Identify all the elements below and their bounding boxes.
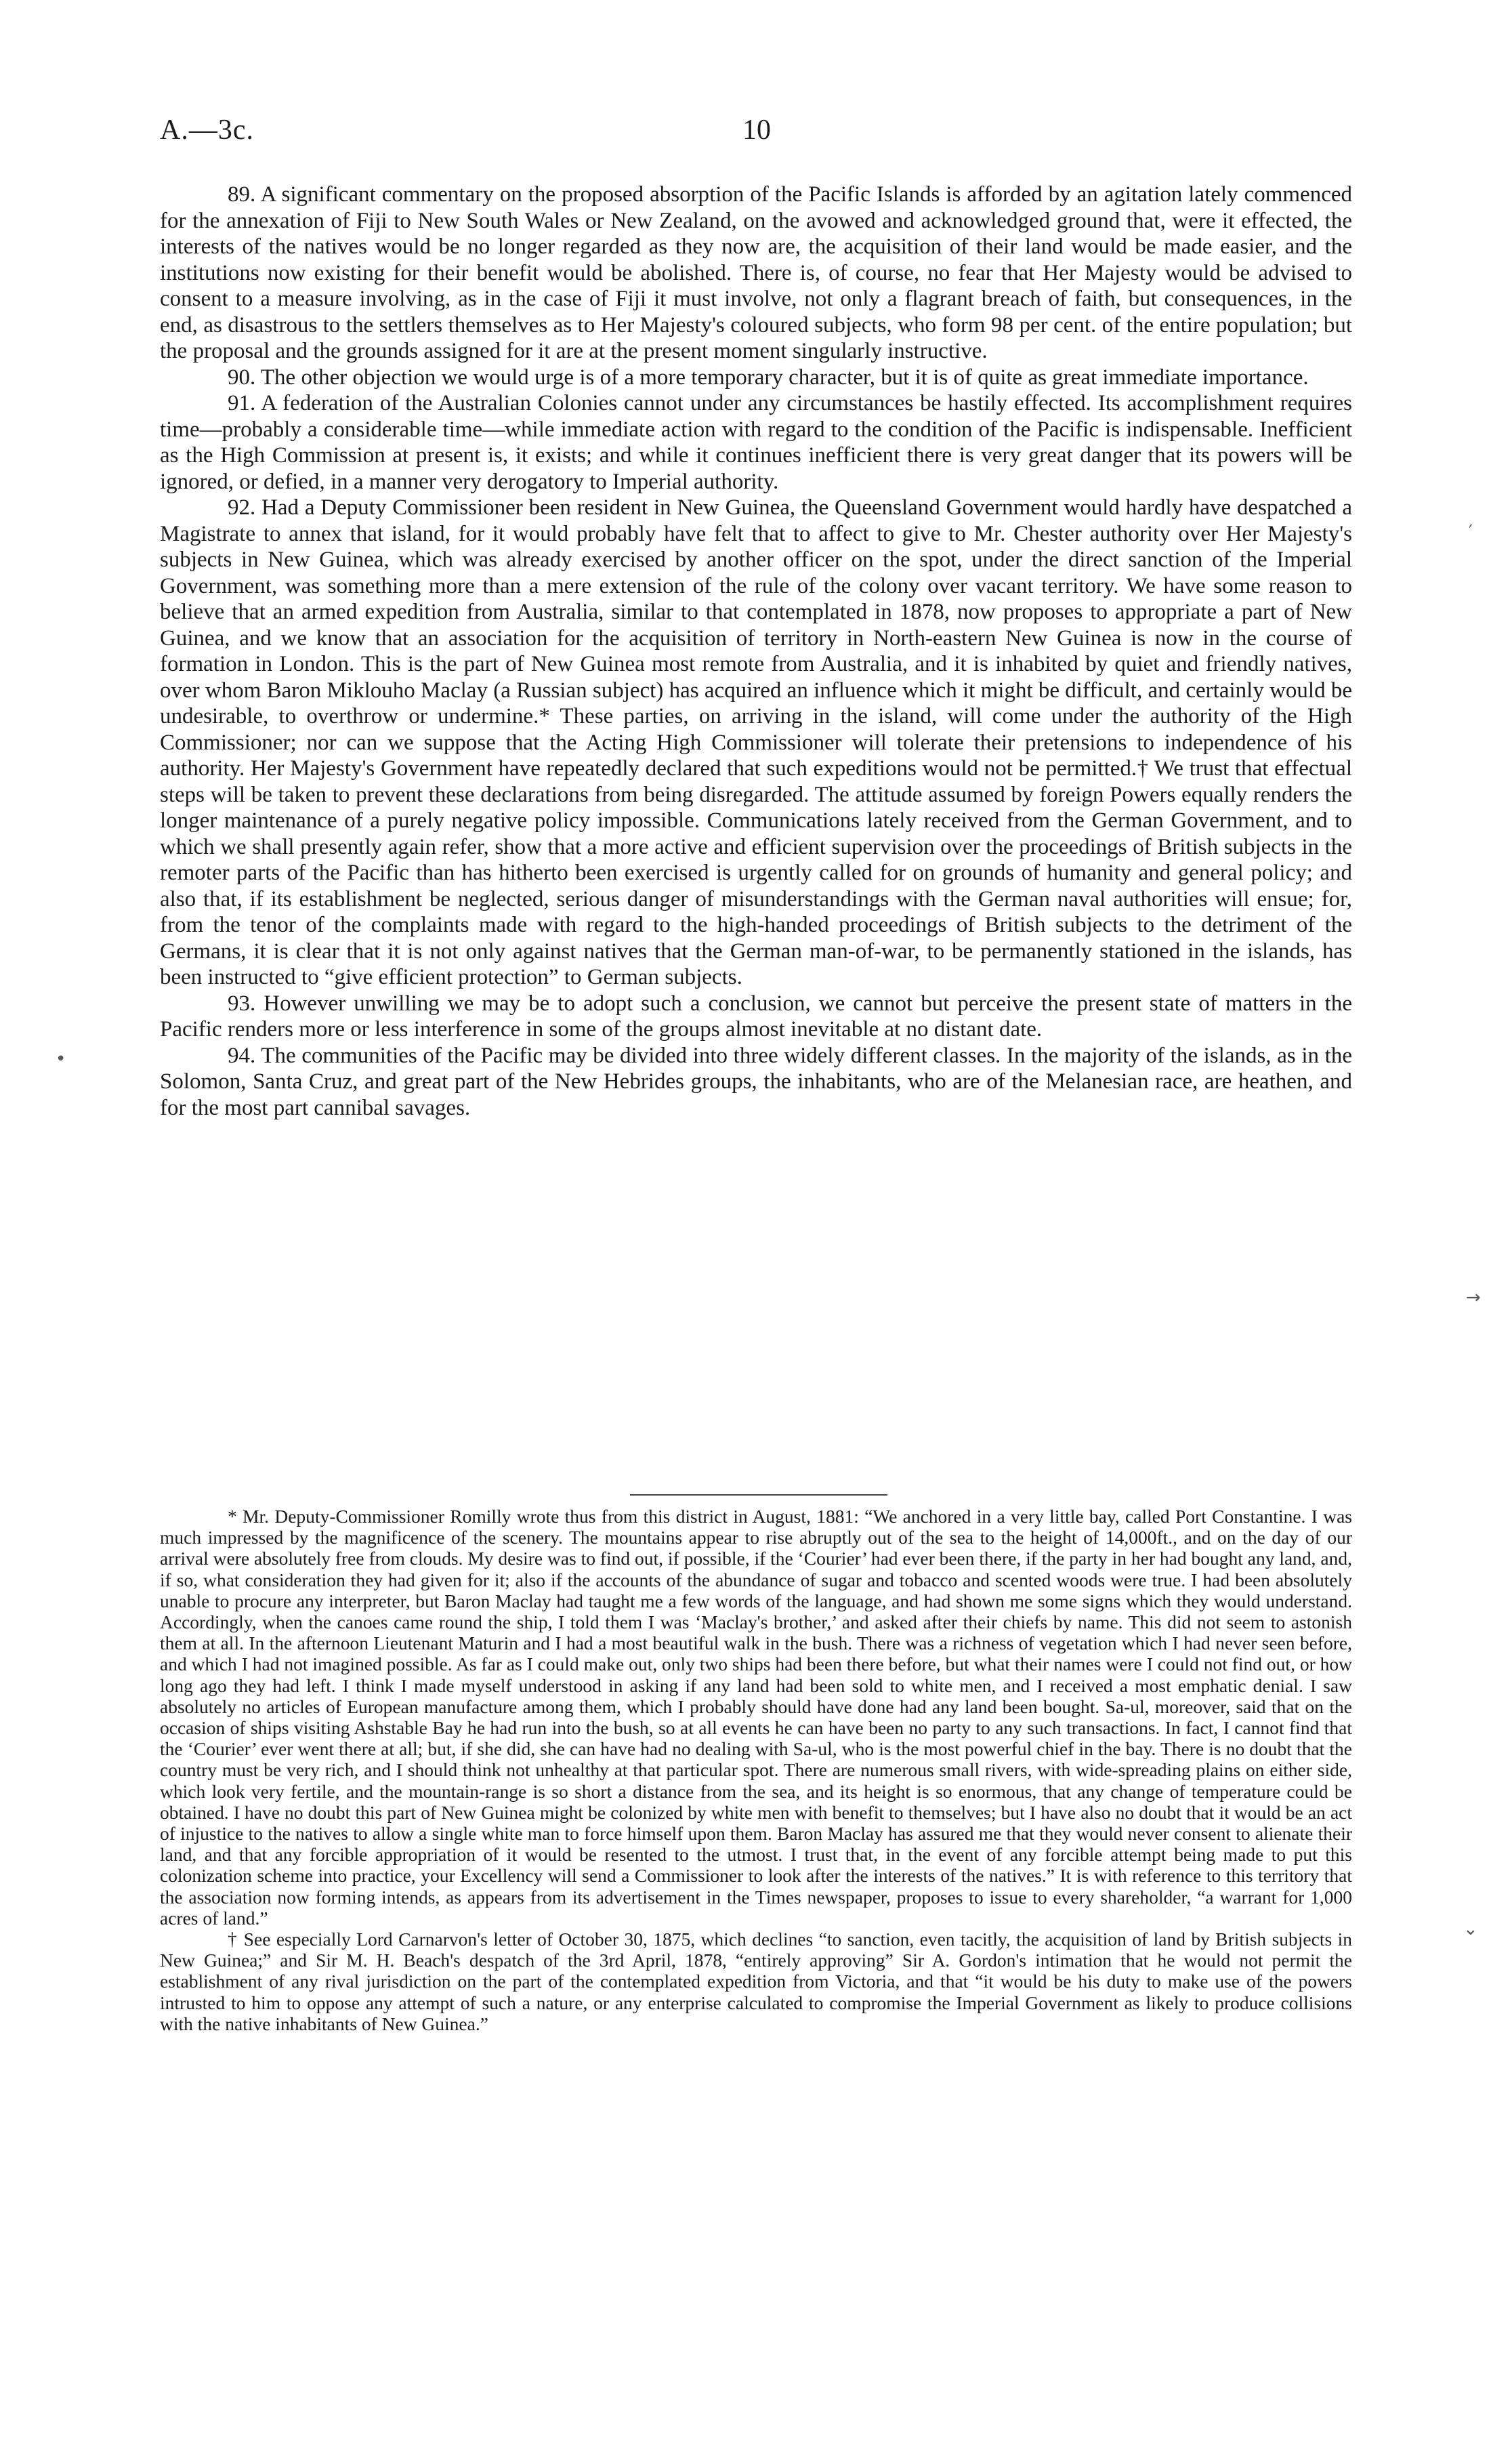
margin-caret-mark: ⌄ [1463,1919,1478,1939]
paragraph-94: 94. The communities of the Pacific may be divided into three widely different classes. In the majority of the islands, as in the Solomon, Santa Cruz, and great part of the New Hebrides groups, the inhabitants, who are of the Melanesian race, are heathen, and for the most part cannibal savages. [160,1043,1352,1120]
margin-tick-mark: ′ [1469,522,1473,542]
main-text [160,182,1352,1121]
paragraph-89: 89. A significant commentary on the proposed absorption of the Pacific Islands is afforded by an agitation lately commenced for the annexation of Fiji to New South Wales or New Zealand, on the avowed and acknowledged ground that, were it effected, the interests of the natives would be no longer regarded as they now are, the acquisition of their land would be made easier, and the institutions now existing for their benefit would be abolished. There is, of course, no fear that Her Majesty would be advised to consent to a measure involving, as in the case of Fiji it must involve, not only a flagrant breach of faith, but consequences, in the end, as disastrous to the settlers themselves as to Her Majesty's coloured subjects, who form 98 per cent. of the entire population; but the proposal and the grounds assigned for it are at the present moment singularly instructive. [160,182,1352,363]
paragraph-92: 92. Had a Deputy Commissioner been resident in New Guinea, the Queensland Government would hardly have despatched a Magistrate to annex that island, for it would probably have felt that to affect to give to Mr. Chester authority over Her Majesty's subjects in New Guinea, which was already exercised by another officer on the spot, under the direct sanction of the Imperial Government, was something more than a mere extension of the rule of the colony over vacant territory. We have some reason to believe that an armed expedition from Australia, similar to that contemplated in 1878, now proposes to appropriate a part of New Guinea, and we know that an association for the acquisition of territory in North-eastern New Guinea is now in the course of formation in London. This is the part of New Guinea most remote from Australia, and it is inhabited by quiet and friendly natives, over whom Baron Miklouho Maclay (a Russian subject) has acquired an influence which it might be difficult, and certainly would be undesirable, to overthrow or undermine.* These parties, on arriving in the island, will come under the authority of the High Commissioner; nor can we suppose that the Acting High Commissioner will tolerate their pretensions to independence of his authority. Her Majesty's Government have repeatedly declared that such expeditions would not be permitted.† We trust that effectual steps will be taken to prevent these declarations from being disregarded. The attitude assumed by foreign Powers equally renders the longer maintenance of a purely negative policy impossible. Communications lately received from the German Government, and to which we shall presently again refer, show that a more active and efficient supervision over the proceedings of British subjects in the remoter parts of the Pacific than has hitherto been exercised is urgently called for on grounds of humanity and general policy; and also that, if its establishment be neglected, serious danger of misunderstandings with the German naval authorities will ensue; for, from the tenor of the complaints made with regard to the high-handed proceedings of British subjects to the detriment of the Germans, it is clear that it is not only against natives that the German man-of-war, to be permanently stationed in the islands, has been instructed to “give efficient protection” to German subjects. [160,495,1352,989]
page-number: 10 [742,115,771,146]
document-reference: A.—3c. [160,115,254,146]
footnotes [160,1506,1352,2034]
footnote-divider [630,1494,887,1496]
page-header [160,114,1352,155]
paragraph-93: 93. However unwilling we may be to adopt such a conclusion, we cannot but perceive the present state of matters in the Pacific renders more or less interference in some of the groups almost inevitable at no distant date. [160,991,1352,1042]
margin-bullet-mark: • [56,1049,66,1069]
margin-arrow-mark: → [1466,1288,1481,1308]
paragraph-90: 90. The other objection we would urge is of a more temporary character, but it is of quite as great immediate importance. [228,365,1309,390]
paragraph-91: 91. A federation of the Australian Colonies cannot under any circumstances be hastily effected. Its accomplishment requires time—probably a considerable time—while immediate action with regard to the condition of the Pacific is indispensable. Inefficient as the High Commission at present is, it exists; and while it continues inefficient there is very great danger that its powers will be ignored, or defied, in a manner very derogatory to Imperial authority. [160,391,1352,494]
footnote-asterisk: * Mr. Deputy-Commissioner Romilly wrote thus from this district in August, 1881: “We anchored in a very little bay, called Port Constantine. I was much impressed by the magnificence of the scenery. The mountains appear to rise abruptly out of the sea to the height of 14,000ft., and on the day of our arrival were absolutely free from clouds. My desire was to find out, if possible, if the ‘Courier’ had ever been there, if the party in her had bought any land, and, if so, what consideration they had given for it; also if the accounts of the abundance of sugar and tobacco and scented woods were true. I had been absolutely unable to procure any interpreter, but Baron Maclay had taught me a few words of the language, and had shown me some signs which they would understand. Accordingly, when the canoes came round the ship, I told them I was ‘Maclay's brother,’ and asked after their chiefs by name. This did not seem to astonish them at all. In the afternoon Lieutenant Maturin and I had a most beautiful walk in the bush. There was a richness of vegetation which I had never seen before, and which I had not imagined possible. As far as I could make out, only two ships had been there before, but what their names were I could not find out, or how long ago they had left. I think I made myself understood in asking if any land had been sold to white men, and I received a most emphatic denial. I saw absolutely no articles of European manufacture among them, which I probably should have done had any land been bought. Sa-ul, moreover, said that on the occasion of ships visiting Ashstable Bay he had run into the bush, so at all events he can have been no party to any such transactions. In fact, I cannot find that the ‘Courier’ ever went there at all; but, if she did, she can have had no dealing with Sa-ul, who is the most powerful chief in the bay. There is no doubt that the country must be very rich, and I should think not unhealthy at that particular spot. There are numerous small rivers, with wide-spreading plains on either side, which look very fertile, and the mountain-range is so short a distance from the sea, and its height is so enormous, that any change of temperature could be obtained. I have no doubt this part of New Guinea might be colonized by white men with benefit to themselves; but I have also no doubt that it would be an act of injustice to the natives to allow a single white man to force himself upon them. Baron Maclay has assured me that they would never consent to alienate their land, and that any forcible appropriation of it would be resented to the utmost. I trust that, in the event of any forcible attempt being made to put this colonization scheme into practice, your Excellency will send a Commissioner to look after the interests of the natives.” It is with reference to this territory that the association now forming intends, as appears from its advertisement in the Times newspaper, proposes to issue to every shareholder, “a warrant for 1,000 acres of land.” [160,1506,1352,1929]
footnote-dagger: † See especially Lord Carnarvon's letter of October 30, 1875, which declines “to sanction, even tacitly, the acquisition of land by British subjects in New Guinea;” and Sir M. H. Beach's despatch of the 3rd April, 1878, “entirely approving” Sir A. Gordon's intimation that he would not permit the establishment of any rival jurisdiction on the part of the contemplated expedition from Victoria, and that “it would be his duty to make use of the powers intrusted to him to oppose any attempt of such a nature, or any enterprise calculated to compromise the Imperial Government as likely to produce collisions with the native inhabitants of New Guinea.” [160,1929,1352,2034]
